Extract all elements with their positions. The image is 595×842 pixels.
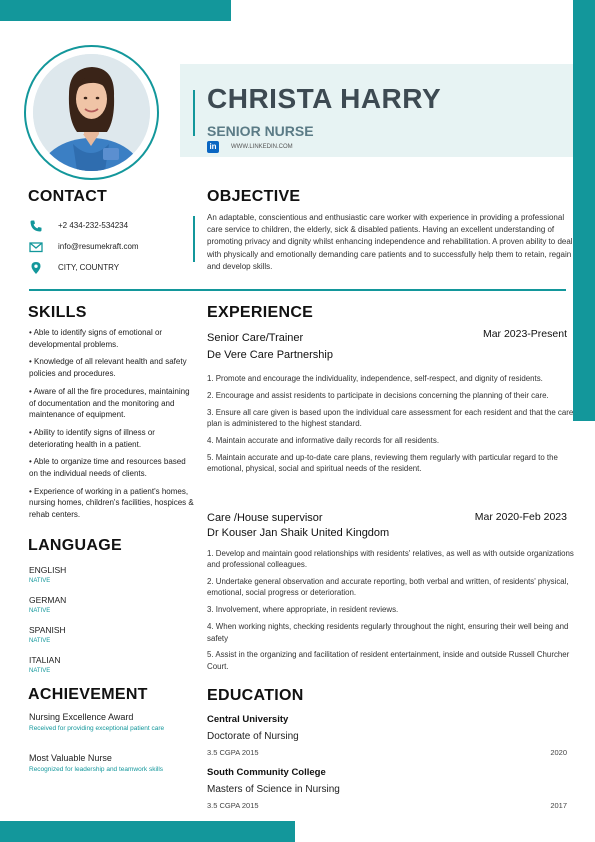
linkedin-icon[interactable]: in <box>207 141 219 153</box>
job-duty: 4. When working nights, checking residents regularly throughout the night, ensuring their well being and safety <box>207 622 569 643</box>
contact-location-row <box>29 262 179 274</box>
achievement-heading: ACHIEVEMENT <box>28 686 148 703</box>
job-duties-list <box>207 548 583 678</box>
skill-item: • Knowledge of all relevant health and safety policies and procedures. <box>29 357 187 379</box>
job-duties-list <box>207 373 583 480</box>
contact-phone[interactable]: +2 434-232-534234 <box>58 221 129 230</box>
education-school: South Community College <box>207 767 326 778</box>
language-level-italian: NATIVE <box>29 668 51 674</box>
job-dates: Mar 2020-Feb 2023 <box>474 511 567 523</box>
language-name-italian: ITALIAN <box>29 655 61 665</box>
skills-list <box>29 327 194 527</box>
job-company: Dr Kouser Jan Shaik United Kingdom <box>207 527 390 539</box>
contact-phone-row <box>29 220 179 232</box>
job-dates: Mar 2023-Present <box>482 328 567 340</box>
job-duty: 1. Promote and encourage the individuality, independence, self-respect, and dignity of residents. <box>207 374 543 383</box>
location-pin-icon <box>29 261 43 275</box>
skill-item: • Experience of working in a patient's homes, nursing homes, children's facilities, hospices & rehab centers. <box>29 486 194 520</box>
objective-heading: OBJECTIVE <box>207 188 301 205</box>
job-duty: 3. Ensure all care given is based upon the individual care assessment for each resident and that the care plan is administered to the highest standard. <box>207 407 574 429</box>
language-heading: LANGUAGE <box>28 537 122 554</box>
job-duty: 1. Develop and maintain good relationships with residents' relatives, as well as with outside organizations and professional colleagues. <box>207 549 574 570</box>
contact-location: CITY, COUNTRY <box>58 263 120 272</box>
education-degree: Doctorate of Nursing <box>207 731 299 742</box>
skills-heading: SKILLS <box>28 304 87 321</box>
section-divider <box>29 289 566 291</box>
objective-text: An adaptable, conscientious and enthusiastic care worker with experience in providing a professional care service to children, the elderly, sick & disabled patients. Having an excellent understanding of promoting privacy and dignity whilst enhancing independence and rehabilitation. A proven ability to deal with physically and emotionally demanding care patients and to successfully help them to retain, regain and develop skills. <box>207 213 573 271</box>
right-accent-bar <box>573 0 595 421</box>
education-school: Central University <box>207 714 289 725</box>
language-name-german: GERMAN <box>29 595 67 605</box>
achievement-desc: Recognized for leadership and teamwork skills <box>29 766 164 773</box>
job-duty: 5. Maintain accurate and up-to-date care plans, reviewing them regularly with particular regard to the emotional, physical, social and spiritual needs of the resident. <box>207 452 558 474</box>
experience-heading: EXPERIENCE <box>207 304 314 321</box>
achievement-title: Nursing Excellence Award <box>29 712 134 722</box>
job-duty: 4. Maintain accurate and informative daily records for all residents. <box>207 435 440 445</box>
phone-icon <box>29 219 43 233</box>
language-name-english: ENGLISH <box>29 565 67 575</box>
education-heading: EDUCATION <box>207 687 304 704</box>
job-duty: 3. Involvement, where appropriate, in resident reviews. <box>207 605 399 615</box>
contact-email[interactable]: info@resumekraft.com <box>58 242 139 251</box>
top-accent-bar <box>0 0 231 21</box>
achievement-title: Most Valuable Nurse <box>29 753 112 763</box>
job-duty: 5. Assist in the organizing and facilitation of resident entertainment, inside and outside Russell Churcher Court. <box>207 650 570 671</box>
language-level-english: NATIVE <box>29 578 51 584</box>
candidate-title: SENIOR NURSE <box>207 123 314 139</box>
skill-item: • Aware of all the fire procedures, maintaining of documentation and the monitoring and maintenance of equipment. <box>29 386 190 420</box>
education-gpa: 3.5 CGPA 2015 <box>207 748 259 757</box>
language-level-german: NATIVE <box>29 608 51 614</box>
language-name-spanish: SPANISH <box>29 625 66 635</box>
objective-accent-rule <box>193 216 195 262</box>
nurse-portrait-illustration <box>33 54 150 171</box>
candidate-name: CHRISTA HARRY <box>207 83 442 114</box>
education-gpa: 3.5 CGPA 2015 <box>207 801 259 810</box>
profile-photo <box>33 54 150 171</box>
contact-heading: CONTACT <box>28 188 108 205</box>
name-accent-rule <box>193 90 195 136</box>
skill-item: • Able to organize time and resources based on the individual needs of clients. <box>29 457 186 479</box>
bottom-accent-bar <box>0 821 295 842</box>
job-position: Senior Care/Trainer <box>207 332 304 344</box>
job-duty: 2. Undertake general observation and accurate reporting, both verbal and written, of residents' physical, emotional, social progress or deterioration. <box>207 577 569 598</box>
education-year: 2020 <box>550 748 567 757</box>
achievement-desc: Received for providing exceptional patient care <box>29 725 165 732</box>
skill-item: • Ability to identify signs of illness or deteriorating health in a patient. <box>29 427 155 449</box>
education-year: 2017 <box>550 801 567 810</box>
job-company: De Vere Care Partnership <box>207 349 333 361</box>
linkedin-link[interactable]: WWW.LINKEDIN.COM <box>231 144 293 150</box>
job-duty: 2. Encourage and assist residents to participate in decisions concerning the planning of their care. <box>207 390 549 400</box>
language-level-spanish: NATIVE <box>29 638 51 644</box>
skill-item: • Able to identify signs of emotional or developmental problems. <box>29 328 163 349</box>
job-position: Care /House supervisor <box>207 512 323 524</box>
contact-email-row <box>29 241 179 253</box>
mail-icon <box>29 240 43 254</box>
education-degree: Masters of Science in Nursing <box>207 784 340 795</box>
